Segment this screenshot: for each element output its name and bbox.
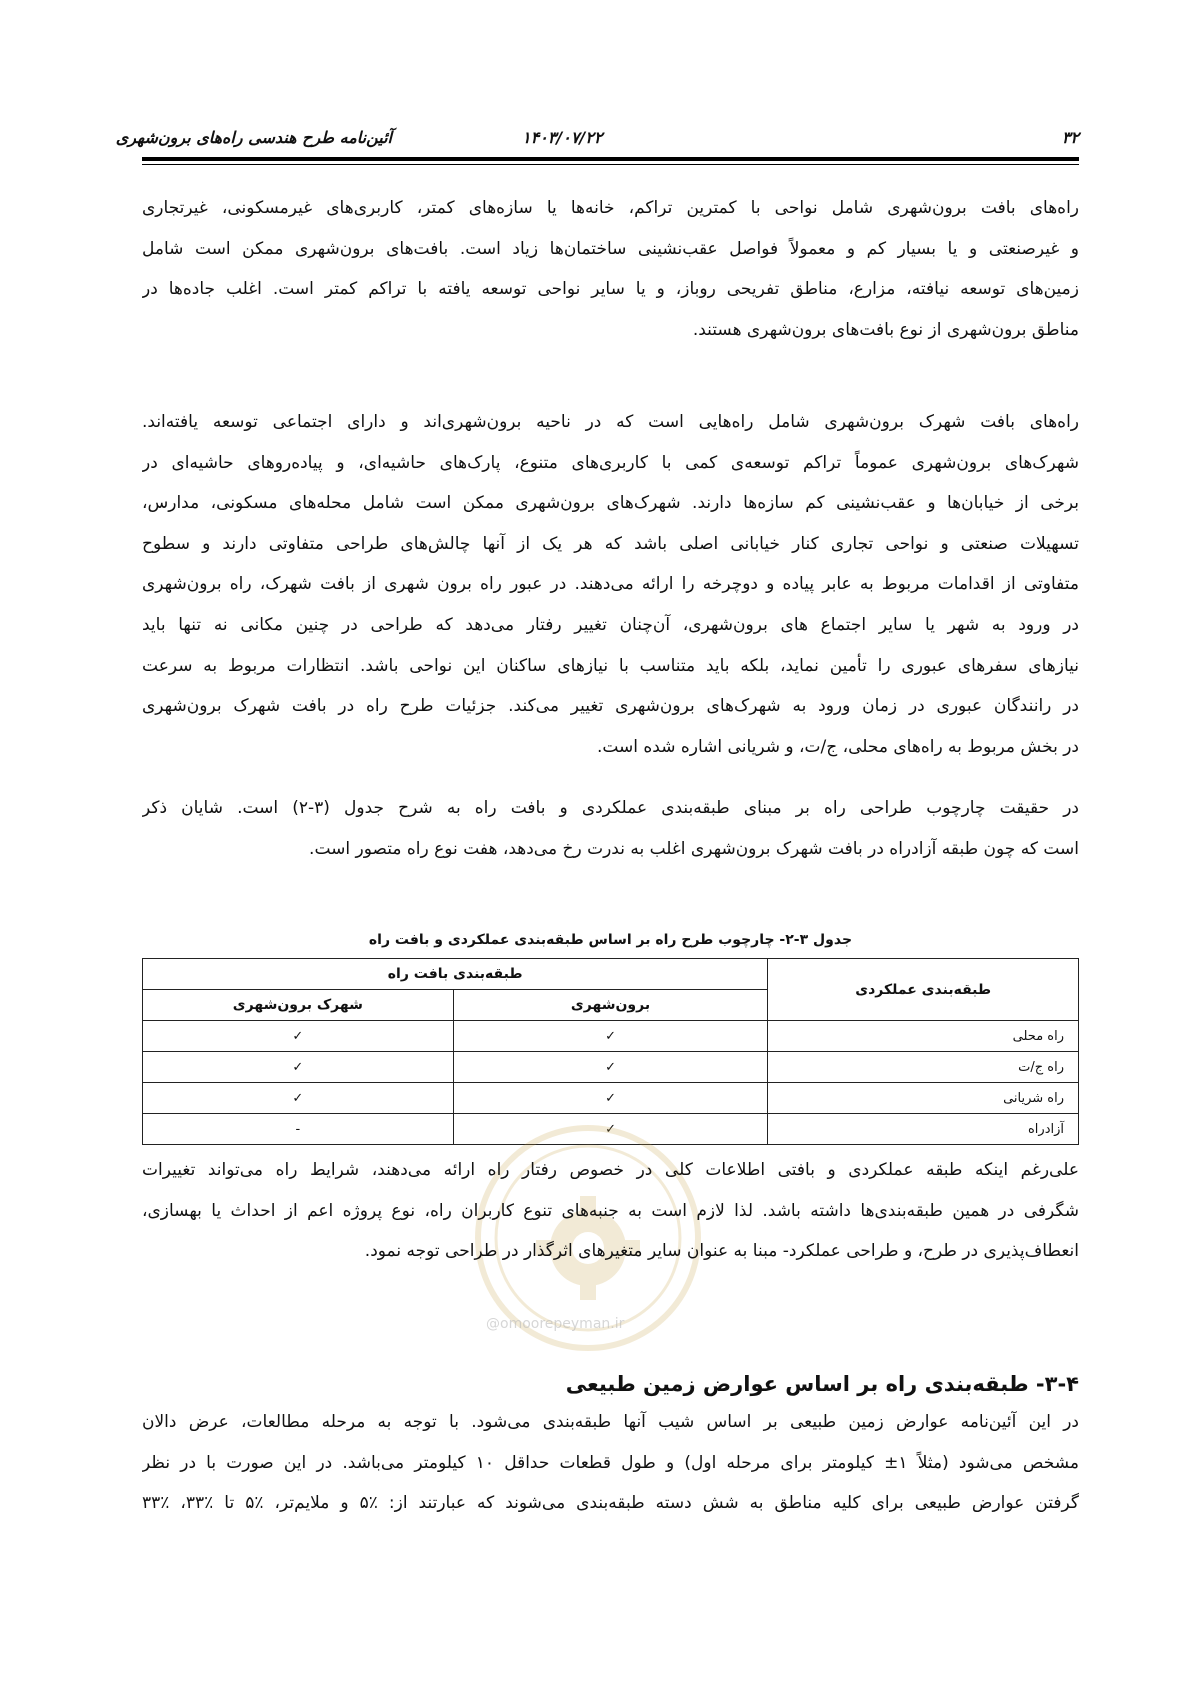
text-line: انعطاف‌پذیری در طرح، و طراحی عملکرد- مبنا به عنوان سایر متغیرهای اثرگذار در طراحی توجه نمود. bbox=[364, 1241, 1079, 1262]
check-mark: ✓ bbox=[453, 1021, 768, 1052]
text-line: متفاوتی از اقدامات مربوط به عابر پیاده و دوچرخه را ارائه می‌دهند. در عبور راه برون شهری از بافت شهرک، راه برون‌شهری bbox=[142, 574, 1079, 595]
check-mark: ✓ bbox=[143, 1083, 454, 1114]
text-line: نیازهای سفرهای عبوری را تأمین نماید، بلکه باید متناسب با نیازهای ساکنان این نواحی باشد. انتظارات مربوط به سرعت bbox=[142, 655, 1079, 676]
text-line: است که چون طبقه آزادراه در بافت شهرک برون‌شهری اغلب به ندرت رخ می‌دهد، هفت نوع راه متصور است. bbox=[309, 838, 1079, 859]
watermark-text: @omoorepeyman.ir bbox=[486, 1316, 625, 1332]
paragraph-rural-context bbox=[142, 188, 1079, 350]
text-line: مشخص می‌شود (مثلاً ۱± کیلومتر برای مرحله اول) و طول قطعات حداقل ۱۰ کیلومتر می‌باشد. در این صورت با در نظر bbox=[142, 1452, 1079, 1473]
section-heading bbox=[566, 1372, 1079, 1396]
text-line: شهرک‌های برون‌شهری عموماً تراکم توسعه‌ی کمی با کاربری‌های متنوع، پارک‌های حاشیه‌ای، و پیاده‌روهای حاشیه‌ای در bbox=[142, 452, 1079, 473]
text-line: راه‌های بافت شهرک برون‌شهری شامل راه‌هایی است که در ناحیه برون‌شهری‌اند و دارای اجتماعی توسعه یافته‌اند. bbox=[142, 412, 1079, 432]
paragraph-design-framework bbox=[142, 788, 1079, 869]
text-line: و غیرصنعتی و یا بسیار کم و معمولاً فواصل عقب‌نشینی ساختمان‌ها زیاد است. بافت‌های برون‌شهری ممکن است شامل bbox=[142, 238, 1079, 259]
text-line: در این آئین‌نامه عوارض زمین طبیعی بر اساس شیب آنها طبقه‌بندی می‌شود. با توجه به مرحله مطالعات، عرض دالان bbox=[142, 1412, 1079, 1432]
check-mark: ✓ bbox=[453, 1083, 768, 1114]
header-context-class: طبقه‌بندی بافت راه bbox=[143, 959, 768, 990]
table-row bbox=[143, 1021, 1079, 1052]
check-mark: ✓ bbox=[143, 1021, 454, 1052]
text-line: راه‌های بافت برون‌شهری شامل نواحی با کمترین تراکم، خانه‌ها یا سازه‌های کمتر، کاربری‌های غیرمسکونی، غیرتجاری bbox=[142, 198, 1079, 218]
check-mark: ✓ bbox=[143, 1052, 454, 1083]
text-line: تسهیلات صنعتی و نواحی تجاری کنار خیابانی اصلی باشد که هر یک از آنها چالش‌های طراحی متفاوتی دارند و سطوح bbox=[142, 533, 1079, 554]
paragraph-terrain bbox=[142, 1402, 1079, 1524]
row-label: راه شریانی bbox=[768, 1083, 1079, 1114]
row-label: راه محلی bbox=[768, 1021, 1079, 1052]
table-row bbox=[143, 1114, 1079, 1145]
paragraph-conditions bbox=[142, 1150, 1079, 1272]
row-label: آزادراه bbox=[768, 1114, 1079, 1145]
text-line: علی‌رغم اینکه طبقه عملکردی و بافتی اطلاعات کلی در خصوص رفتار راه ارائه می‌دهند، شرایط راه می‌تواند تغییرات bbox=[142, 1160, 1079, 1180]
paragraph-rural-town-context bbox=[142, 402, 1079, 767]
text-line: در ورود به شهر یا سایر اجتماع های برون‌شهری، آن‌چنان تغییر رفتار می‌دهد که طراحی در چنین مکانی نه تنها باید bbox=[142, 614, 1079, 635]
row-label: راه ج/ت bbox=[768, 1052, 1079, 1083]
text-line: در حقیقت چارچوب طراحی راه بر مبنای طبقه‌بندی عملکردی و بافت راه به شرح جدول (۳-۲) است. شایان ذکر bbox=[142, 798, 1079, 818]
check-mark: ✓ bbox=[453, 1114, 768, 1145]
table-caption: جدول ۳-۲- چارچوب طرح راه بر اساس طبقه‌بندی عملکردی و بافت راه bbox=[368, 932, 853, 948]
header-date: ۱۴۰۳/۰۷/۲۲ bbox=[522, 128, 603, 147]
header-rural: برون‌شهری bbox=[453, 990, 768, 1021]
text-line: مناطق برون‌شهری از نوع بافت‌های برون‌شهری هستند. bbox=[692, 319, 1079, 340]
text-line: گرفتن عوارض طبیعی برای کلیه مناطق به شش دسته طبقه‌بندی می‌شوند که عبارتند از: ٪۵ و ملایم‌تر، ٪۵ تا ٪۳۳، ٪۳۳ bbox=[142, 1493, 1079, 1514]
framework-table bbox=[142, 958, 1079, 1145]
table-header-row bbox=[143, 959, 1079, 990]
header-rule bbox=[142, 157, 1079, 165]
text-line: در بخش مربوط به راه‌های محلی، ج/ت، و شریانی اشاره شده است. bbox=[596, 736, 1079, 757]
header-rural-town: شهرک برون‌شهری bbox=[143, 990, 454, 1021]
header-title: آئین‌نامه طرح هندسی راه‌های برون‌شهری bbox=[115, 128, 392, 147]
text-line: زمین‌های توسعه نیافته، مزارع، مناطق تفریحی روباز، و یا سایر نواحی توسعه یافته با تراکم کمتر است. اغلب جاده‌ها در bbox=[142, 279, 1079, 300]
section-title: طبقه‌بندی راه بر اساس عوارض زمین طبیعی bbox=[565, 1372, 1029, 1396]
table-row bbox=[143, 1052, 1079, 1083]
table-row bbox=[143, 1083, 1079, 1114]
page-number: ۳۲ bbox=[1061, 128, 1079, 147]
text-line: در رانندگان عبوری در زمان ورود به شهرک‌های برون‌شهری تغییر می‌کند. جزئیات طرح راه در بافت شهرک برون‌شهری bbox=[142, 696, 1079, 717]
check-mark: ✓ bbox=[453, 1052, 768, 1083]
header-functional-class: طبقه‌بندی عملکردی bbox=[768, 959, 1079, 1021]
text-line: برخی از خیابان‌ها و عقب‌نشینی کم سازه‌ها دارند. شهرک‌های برون‌شهری ممکن است شامل محله‌های مسکونی، مدارس، bbox=[142, 493, 1079, 514]
text-line: شگرفی در همین طبقه‌بندی‌ها داشته باشد. لذا لازم است به جنبه‌های تنوع کاربران راه، نوع پروژه اعم از احداث یا بهسازی، bbox=[142, 1200, 1079, 1221]
dash-mark: - bbox=[143, 1114, 454, 1145]
section-number: ۳-۴- bbox=[1035, 1372, 1079, 1396]
page-header bbox=[115, 128, 1079, 152]
